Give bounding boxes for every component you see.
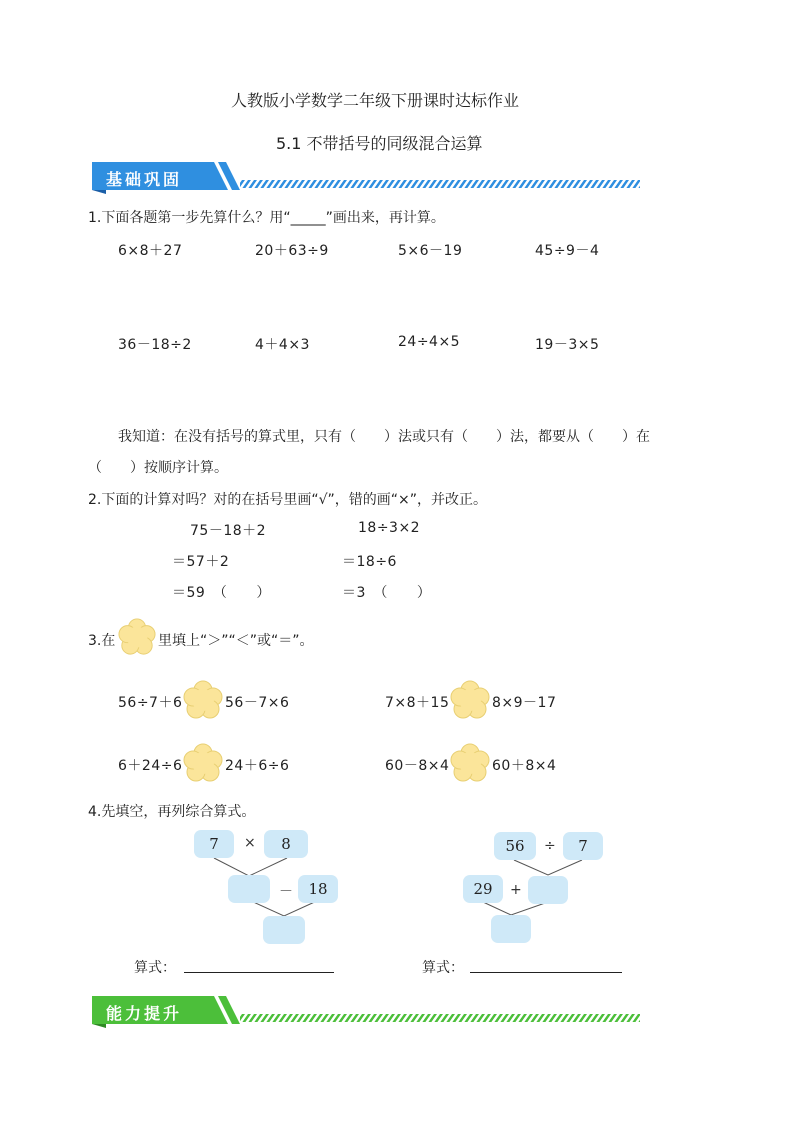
q4-right-number-c: 29 <box>463 875 503 903</box>
q3-item-2-left: 7×8＋15 <box>385 695 450 711</box>
q2-right-line-1: 18÷3×2 <box>358 520 421 536</box>
q1-expr-3: 5×6－19 <box>398 243 463 259</box>
q1-expr-2: 20＋63÷9 <box>255 243 329 259</box>
q1-expr-1: 6×8＋27 <box>118 243 183 259</box>
q4-left-number-b: 8 <box>264 830 308 858</box>
q2-left-line-2: ＝57＋2 <box>172 554 230 570</box>
q2-right-line-3: ＝3 （ ） <box>342 585 432 601</box>
q4-right-formula-label: 算式： <box>422 960 464 976</box>
q4-left-answer-box-1[interactable] <box>228 875 270 903</box>
q3-item-2-right: 8×9－17 <box>492 695 557 711</box>
q4-left-operator-1: × <box>244 835 256 851</box>
q4-prompt: 4.先填空，再列综合算式。 <box>88 804 256 820</box>
q1-expr-6: 4＋4×3 <box>255 337 310 353</box>
doc-subtitle: 5.1 不带括号的同级混合运算 <box>276 134 483 153</box>
q1-expr-4: 45÷9－4 <box>535 243 600 259</box>
section-banner-advanced <box>88 994 648 1028</box>
q4-right-formula-line[interactable] <box>470 972 622 973</box>
q3-item-3-left: 6＋24÷6 <box>118 758 183 774</box>
q4-left-answer-box-2[interactable] <box>263 916 305 944</box>
q1-know-line-1: 我知道：在没有括号的算式里，只有（ ）法或只有（ ）法，都要从（ ）在 <box>118 429 650 445</box>
q1-expr-8: 19－3×5 <box>535 337 600 353</box>
q4-left-formula-label: 算式： <box>134 960 176 976</box>
q3-prompt-post: 里填上“＞”“＜”或“＝”。 <box>158 633 314 649</box>
q4-left-number-c: 18 <box>298 875 338 903</box>
q2-right-line-2: ＝18÷6 <box>342 554 397 570</box>
q2-left-line-1: 75－18＋2 <box>190 523 267 539</box>
q3-item-1-right: 56－7×6 <box>225 695 290 711</box>
q1-expr-5: 36－18÷2 <box>118 337 192 353</box>
q2-left-line-3: ＝59 （ ） <box>172 585 271 601</box>
q4-left-number-a: 7 <box>194 830 234 858</box>
q3-item-4-left: 60－8×4 <box>385 758 450 774</box>
section-title-advanced: 能力提升 <box>106 1004 183 1023</box>
doc-title: 人教版小学数学二年级下册课时达标作业 <box>231 91 520 110</box>
section-title-basic: 基础巩固 <box>106 170 183 189</box>
q4-left-operator-2: － <box>279 884 293 900</box>
q4-left-formula-line[interactable] <box>184 972 334 973</box>
q3-prompt-pre: 3.在 <box>88 633 116 649</box>
q4-right-number-a: 56 <box>494 832 536 860</box>
q3-item-1-left: 56÷7＋6 <box>118 695 183 711</box>
q4-right-answer-box-1[interactable] <box>528 876 568 904</box>
q4-right-operator-2: + <box>510 882 522 898</box>
q4-right-number-b: 7 <box>563 832 603 860</box>
q1-know-line-2: （ ）按顺序计算。 <box>88 460 228 476</box>
q1-prompt: 1.下面各题第一步先算什么？用“_____”画出来，再计算。 <box>88 210 445 226</box>
q3-item-4-right: 60＋8×4 <box>492 758 557 774</box>
q1-expr-7: 24÷4×5 <box>398 334 461 350</box>
q2-prompt: 2.下面的计算对吗？对的在括号里画“√”，错的画“×”，并改正。 <box>88 492 488 508</box>
q3-item-3-right: 24＋6÷6 <box>225 758 290 774</box>
q4-right-operator-1: ÷ <box>544 838 556 854</box>
q4-right-answer-box-2[interactable] <box>491 915 531 943</box>
